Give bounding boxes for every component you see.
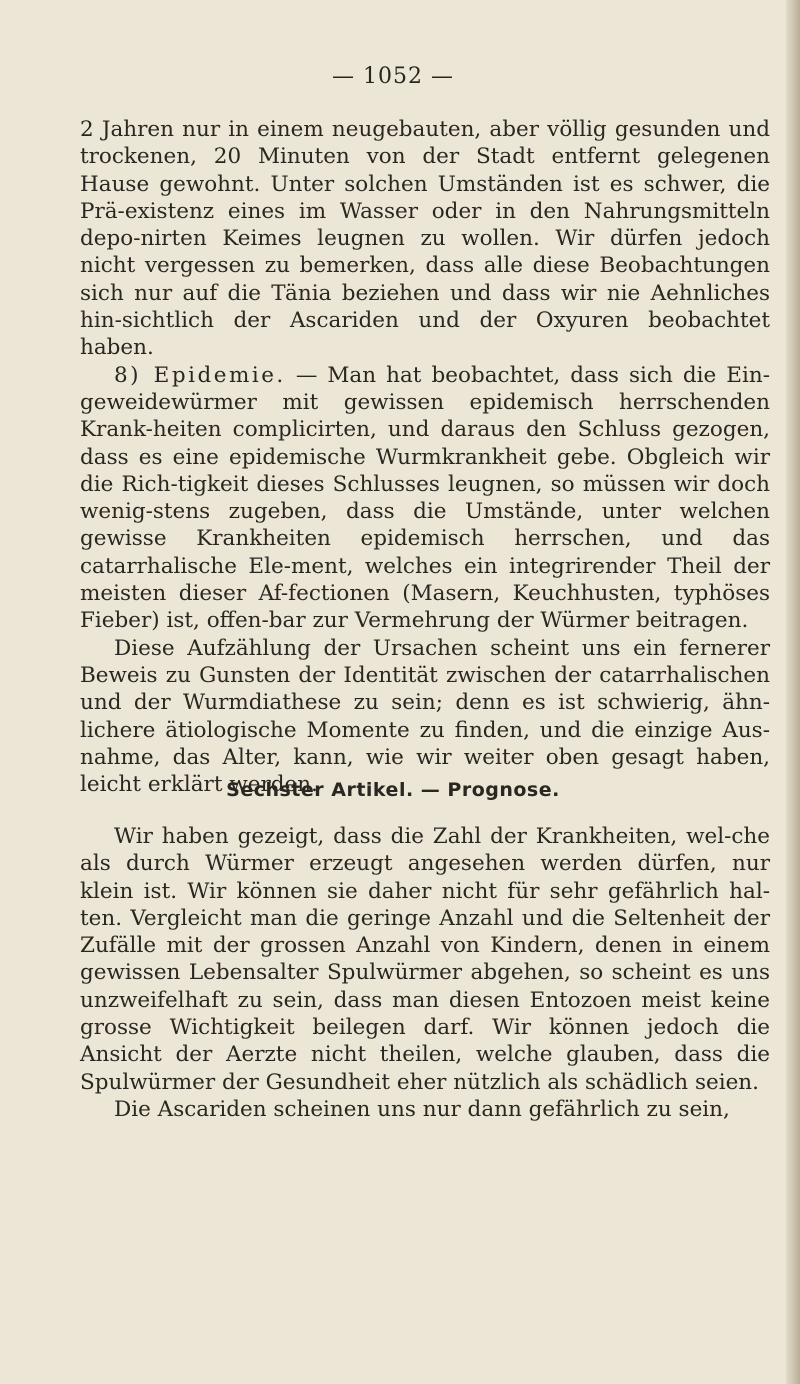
page-edge-shadow bbox=[786, 0, 800, 1384]
page-number: — 1052 — bbox=[332, 64, 454, 89]
paragraph-epidemie bbox=[80, 362, 770, 635]
paragraph-summary: Diese Aufzählung der Ursachen scheint uns ein fernerer Beweis zu Gunsten der Identität zwischen der catarrhalischen und der Wurmdiathese zu sein; denn es ist schwierig, ähn-lichere ätiologische Momente zu finden, und die einzige Aus-nahme, das Alter, kann, wie wir weiter oben gesagt haben, leicht erklärt werden. bbox=[80, 635, 770, 798]
paragraph-ascariden: Die Ascariden scheinen uns nur dann gefährlich zu sein, bbox=[114, 1096, 730, 1122]
paragraph-continuation: 2 Jahren nur in einem neugebauten, aber völlig gesunden und trockenen, 20 Minuten von der Stadt entfernt gelegenen Hause gewohnt. Unter solchen Umständen ist es schwer, die Prä-existenz eines im Wasser oder in den Nahrungsmitteln depo-nirten Keimes leugnen zu wollen. Wir dürfen jedoch nicht vergessen zu bemerken, dass alle diese Beobachtungen sich nur auf die Tänia beziehen und dass wir nie Aehnliches hin-sichtlich der Ascariden und der Oxyuren beobachtet haben. bbox=[80, 117, 770, 361]
text-block-upper bbox=[80, 116, 770, 798]
paragraph-prognose: Wir haben gezeigt, dass die Zahl der Krankheiten, wel-che als durch Würmer erzeugt angesehen werden dürfen, nur klein ist. Wir können sie daher nicht für sehr gefährlich hal-ten. Vergleicht man die geringe Anzahl und die Seltenheit der Zufälle mit der grossen Anzahl von Kindern, denen in einem gewissen Lebensalter Spulwürmer abgehen, so scheint es uns unzweifelhaft zu sein, dass man diesen Entozoen meist keine grosse Wichtigkeit beilegen darf. Wir können jedoch die Ansicht der Aerzte nicht theilen, welche glauben, dass die Spulwürmer der Gesundheit eher nützlich als schädlich seien. bbox=[80, 824, 770, 1095]
epidemie-text: — Man hat beobachtet, dass sich die Ein-geweidewürmer mit gewissen epidemisch herrschenden Krank-heiten complicirten, und daraus den Schluss gezogen, dass es eine epidemische Wurmkrankheit gebe. Obgleich wir die Rich-tigkeit dieses Schlusses leugnen, so müssen wir doch wenig-stens zugeben, dass die Umstände, unter welchen gewisse Krankheiten epidemisch herrschen, und das catarrhalische Ele-ment, welches ein integrirender Theil der meisten dieser Af-fectionen (Masern, Keuchhusten, typhöses Fieber) ist, offen-bar zur Vermehrung der Würmer beitragen. bbox=[80, 362, 770, 634]
section-heading: Sechster Artikel. — Prognose. bbox=[226, 779, 560, 801]
epidemie-label: 8) Epidemie. bbox=[114, 362, 286, 388]
text-block-lower bbox=[80, 823, 770, 1123]
